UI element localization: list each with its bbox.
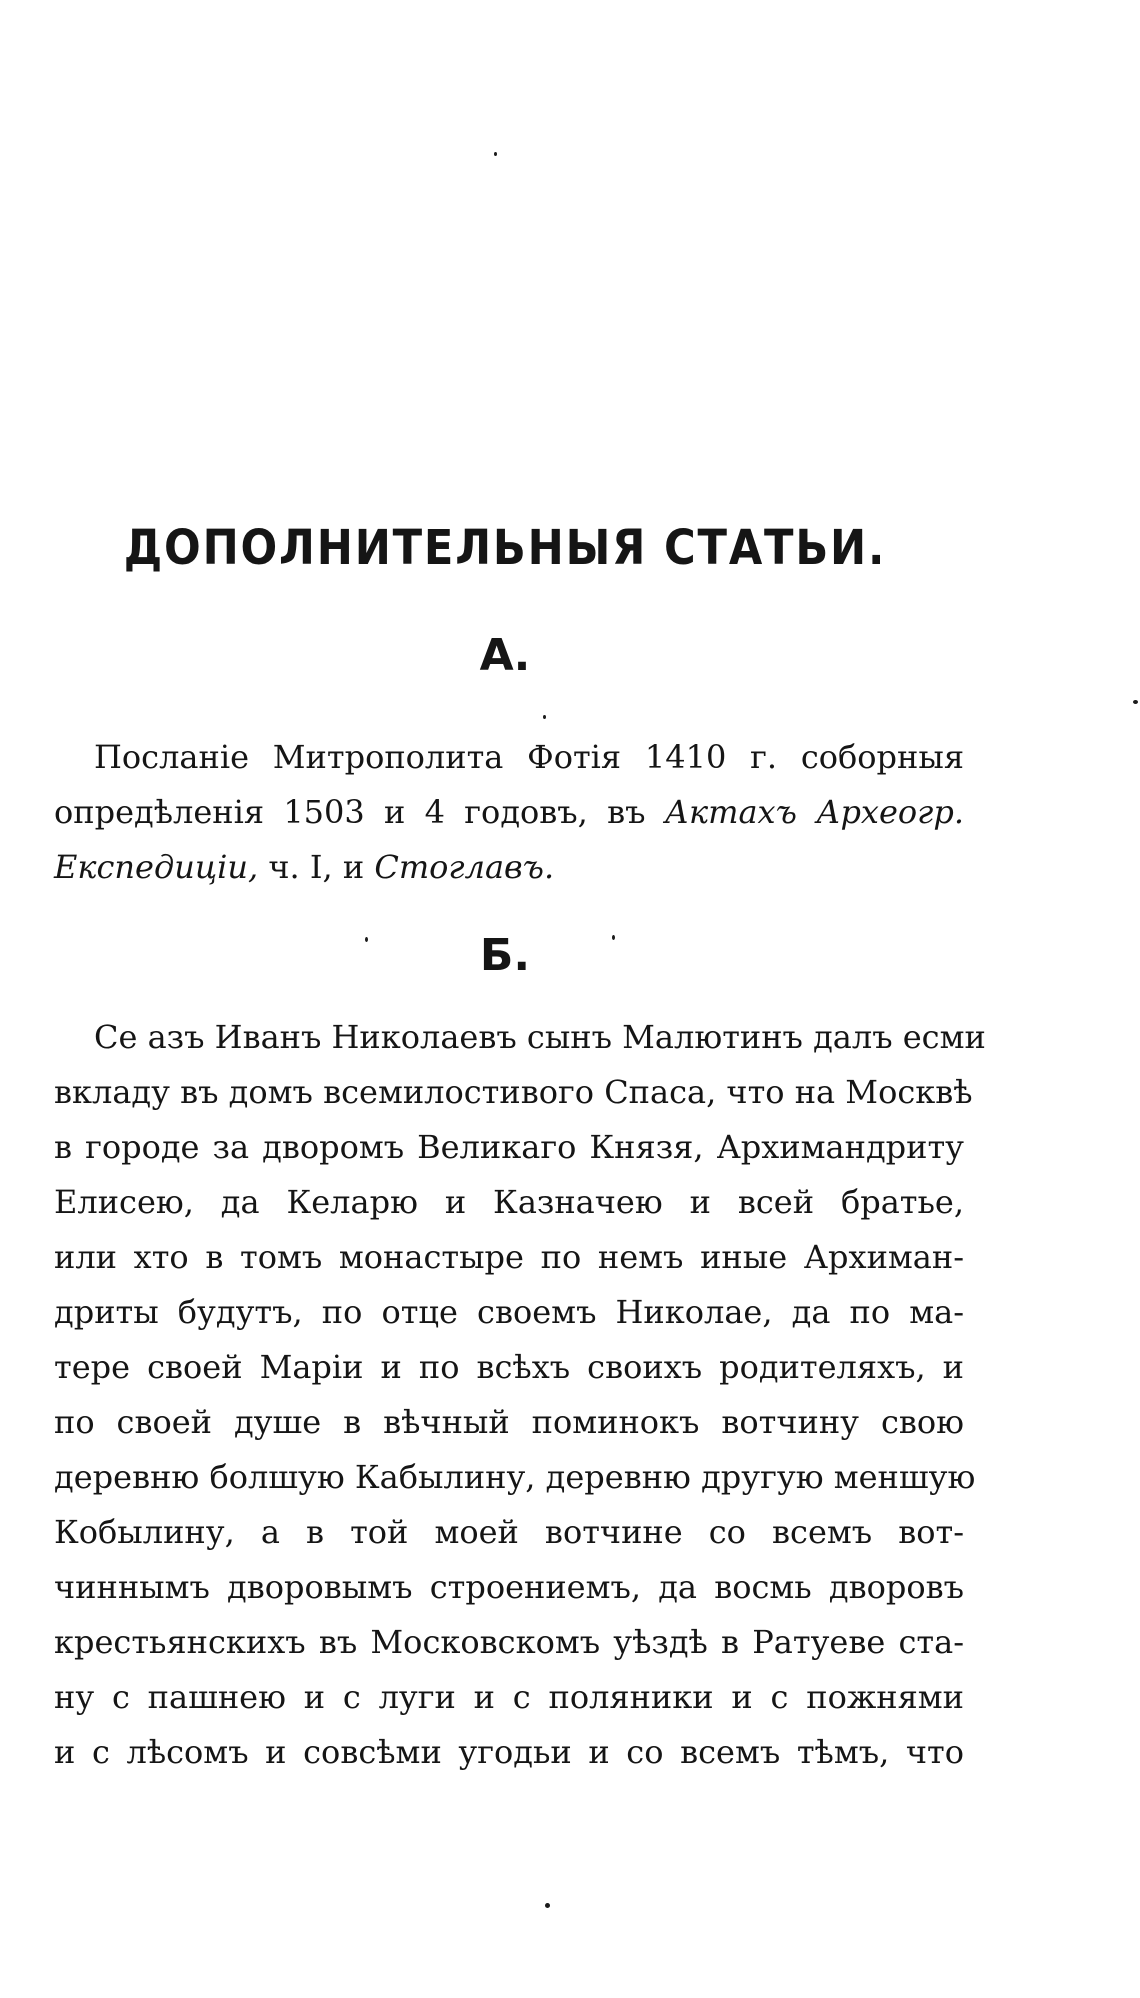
text-line: чиннымъ дворовымъ строениемъ, да восмь дворовъ xyxy=(54,1568,964,1606)
page-title: ДОПОЛНИТЕЛЬНЫЯ СТАТЬИ. xyxy=(123,520,887,576)
section-heading-b: Б. xyxy=(479,930,531,981)
italic-reference: Стоглавъ. xyxy=(374,848,555,886)
italic-reference: Експедиціи, xyxy=(54,848,259,886)
print-speck xyxy=(543,715,546,719)
text-line: по своей душе в вѣчный поминокъ вотчину свою xyxy=(54,1403,964,1441)
print-speck xyxy=(1133,700,1138,704)
text-line: вкладу въ домъ всемилостивого Спаса, что на Москвѣ xyxy=(54,1073,973,1111)
text-line: крестьянскихъ въ Московскомъ уѣздѣ в Ратуеве ста- xyxy=(54,1623,964,1661)
text-line: Експедиціи, ч. I, и Стоглавъ. xyxy=(54,848,555,886)
text-line: тере своей Маріи и по всѣхъ своихъ родителяхъ, и xyxy=(54,1348,964,1386)
text-line: дриты будутъ, по отце своемъ Николае, да по ма- xyxy=(54,1293,964,1331)
text-line: деревню болшую Кабылину, деревню другую меншую xyxy=(54,1458,976,1496)
text-line: Се азъ Иванъ Николаевъ сынъ Малютинъ далъ есми xyxy=(94,1018,986,1056)
text-line: и с лѣсомъ и совсѣми угодьи и со всемъ тѣмъ, что xyxy=(54,1733,964,1771)
text-line: Кобылину, а в той моей вотчине со всемъ вот- xyxy=(54,1513,964,1551)
text-line: или хто в томъ монастыре по немъ иные Архиман- xyxy=(54,1238,964,1276)
print-speck xyxy=(494,152,497,156)
italic-reference: Актахъ Археогр. xyxy=(664,793,965,831)
section-a-text xyxy=(54,730,964,895)
text-line: ну с пашнею и с луги и с поляники и с пожнями xyxy=(54,1678,964,1716)
section-heading-a: А. xyxy=(479,630,531,681)
section-b-text xyxy=(54,1010,986,1780)
text-line: Посланіе Митрополита Фотія 1410 г. соборныя xyxy=(94,738,964,776)
text-line: опредѣленія 1503 и 4 годовъ, въ Актахъ Археогр. xyxy=(54,793,965,831)
text-line: в городе за дворомъ Великаго Князя, Архимандриту xyxy=(54,1128,964,1166)
print-speck xyxy=(545,1903,550,1908)
text-line: Елисею, да Келарю и Казначею и всей братье, xyxy=(54,1183,964,1221)
